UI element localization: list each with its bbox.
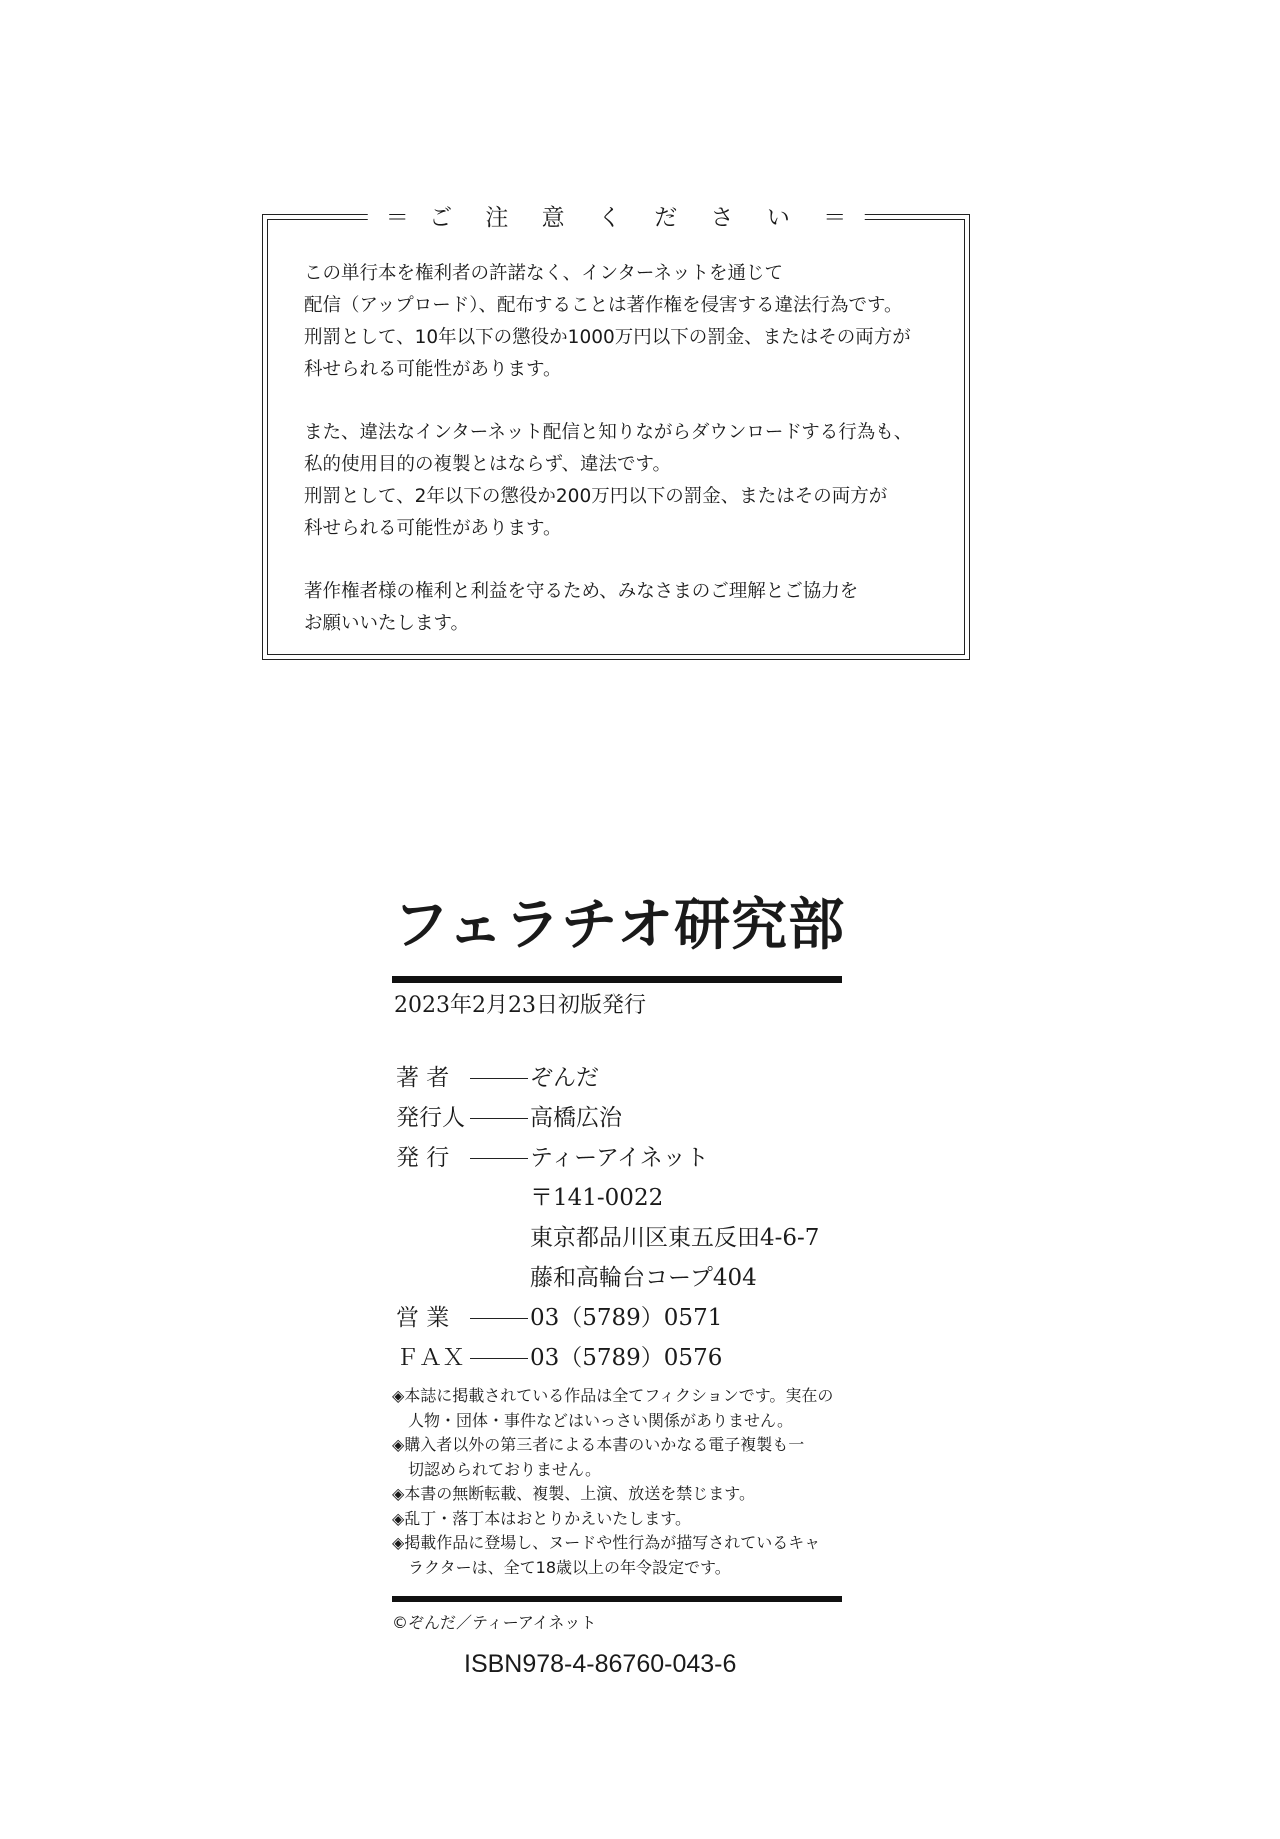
credit-value: 高橋広治 — [530, 1105, 622, 1131]
isbn: ISBN978-4-86760-043-6 — [464, 1650, 737, 1678]
notice-title — [368, 198, 865, 238]
notice-line: 著作権者様の権利と利益を守るため、みなさまのご理解とご協力を — [304, 581, 859, 602]
note-line: ラクターは、全て18歳以上の年令設定です。 — [408, 1557, 731, 1577]
leader-dash — [468, 1138, 530, 1178]
notice-paragraph-3 — [304, 576, 944, 640]
notice-title-text: ご 注 意 く だ さ い — [429, 205, 803, 231]
credit-fax — [396, 1338, 819, 1378]
credit-value: ぞんだ — [530, 1065, 599, 1091]
note-line: ◈乱丁・落丁本はおとりかえいたします。 — [392, 1508, 692, 1528]
credit-value: 03（5789）0576 — [530, 1345, 723, 1371]
colophon-credits — [396, 1058, 819, 1378]
book-title: フェラチオ研究部 — [393, 892, 846, 958]
credit-publisher — [396, 1138, 819, 1178]
credit-label: ＦＡＸ — [396, 1345, 465, 1371]
notice-line: また、違法なインターネット配信と知りながらダウンロードする行為も、 — [304, 422, 913, 443]
copyright-line: ©ぞんだ／ティーアイネット — [392, 1613, 597, 1632]
title-underline — [392, 976, 842, 983]
notice-body — [304, 258, 944, 671]
credit-value: ティーアイネット — [530, 1145, 709, 1171]
credit-label: 発 行 — [396, 1145, 450, 1171]
legal-notes — [392, 1384, 833, 1580]
notice-paragraph-2 — [304, 417, 944, 545]
credit-sales — [396, 1298, 819, 1338]
notice-line: 刑罰として、10年以下の懲役か1000万円以下の罰金、またはその両方が — [304, 327, 911, 348]
notice-line: 刑罰として、2年以下の懲役か200万円以下の罰金、またはその両方が — [304, 486, 888, 507]
copyright-notice-box — [262, 205, 970, 660]
address-postal: 〒141-0022 — [530, 1185, 664, 1211]
notice-inner-border — [267, 205, 965, 655]
credit-author — [396, 1058, 819, 1098]
credit-label: 著 者 — [396, 1065, 450, 1091]
title-rule-left: ＝ — [385, 205, 409, 231]
title-rule-right: ＝ — [823, 205, 847, 231]
note-line: ◈掲載作品に登場し、ヌードや性行為が描写されているキャ — [392, 1533, 821, 1552]
notice-line: 配信（アップロード）、配布することは著作権を侵害する違法行為です。 — [304, 295, 903, 316]
leader-dash — [468, 1298, 530, 1338]
credit-publisher-person — [396, 1098, 819, 1138]
notice-line: 私的使用目的の複製とはならず、違法です。 — [304, 454, 672, 475]
notice-line: 科せられる可能性があります。 — [304, 518, 562, 539]
address-building: 藤和高輪台コープ404 — [530, 1265, 757, 1291]
notice-line: この単行本を権利者の許諾なく、インターネットを通じて — [304, 263, 783, 284]
notes-divider — [392, 1596, 842, 1602]
leader-dash — [468, 1338, 530, 1378]
leader-dash — [468, 1098, 530, 1138]
publication-date: 2023年2月23日初版発行 — [394, 993, 646, 1018]
credit-label: 営 業 — [396, 1305, 450, 1331]
notice-line: お願いいたします。 — [304, 613, 470, 634]
leader-dash — [468, 1058, 530, 1098]
notice-paragraph-1 — [304, 258, 944, 386]
credit-label: 発行人 — [396, 1105, 465, 1131]
note-line: ◈購入者以外の第三者による本書のいかなる電子複製も一 — [392, 1435, 805, 1454]
note-line: 人物・団体・事件などはいっさい関係がありません。 — [408, 1410, 793, 1430]
credit-value: 03（5789）0571 — [530, 1305, 723, 1331]
notice-line: 科せられる可能性があります。 — [304, 359, 562, 380]
note-line: ◈本誌に掲載されている作品は全てフィクションです。実在の — [392, 1386, 834, 1405]
address-street: 東京都品川区東五反田4-6-7 — [530, 1225, 820, 1251]
note-line: 切認められておりません。 — [408, 1459, 601, 1479]
note-line: ◈本書の無断転載、複製、上演、放送を禁じます。 — [392, 1484, 756, 1503]
